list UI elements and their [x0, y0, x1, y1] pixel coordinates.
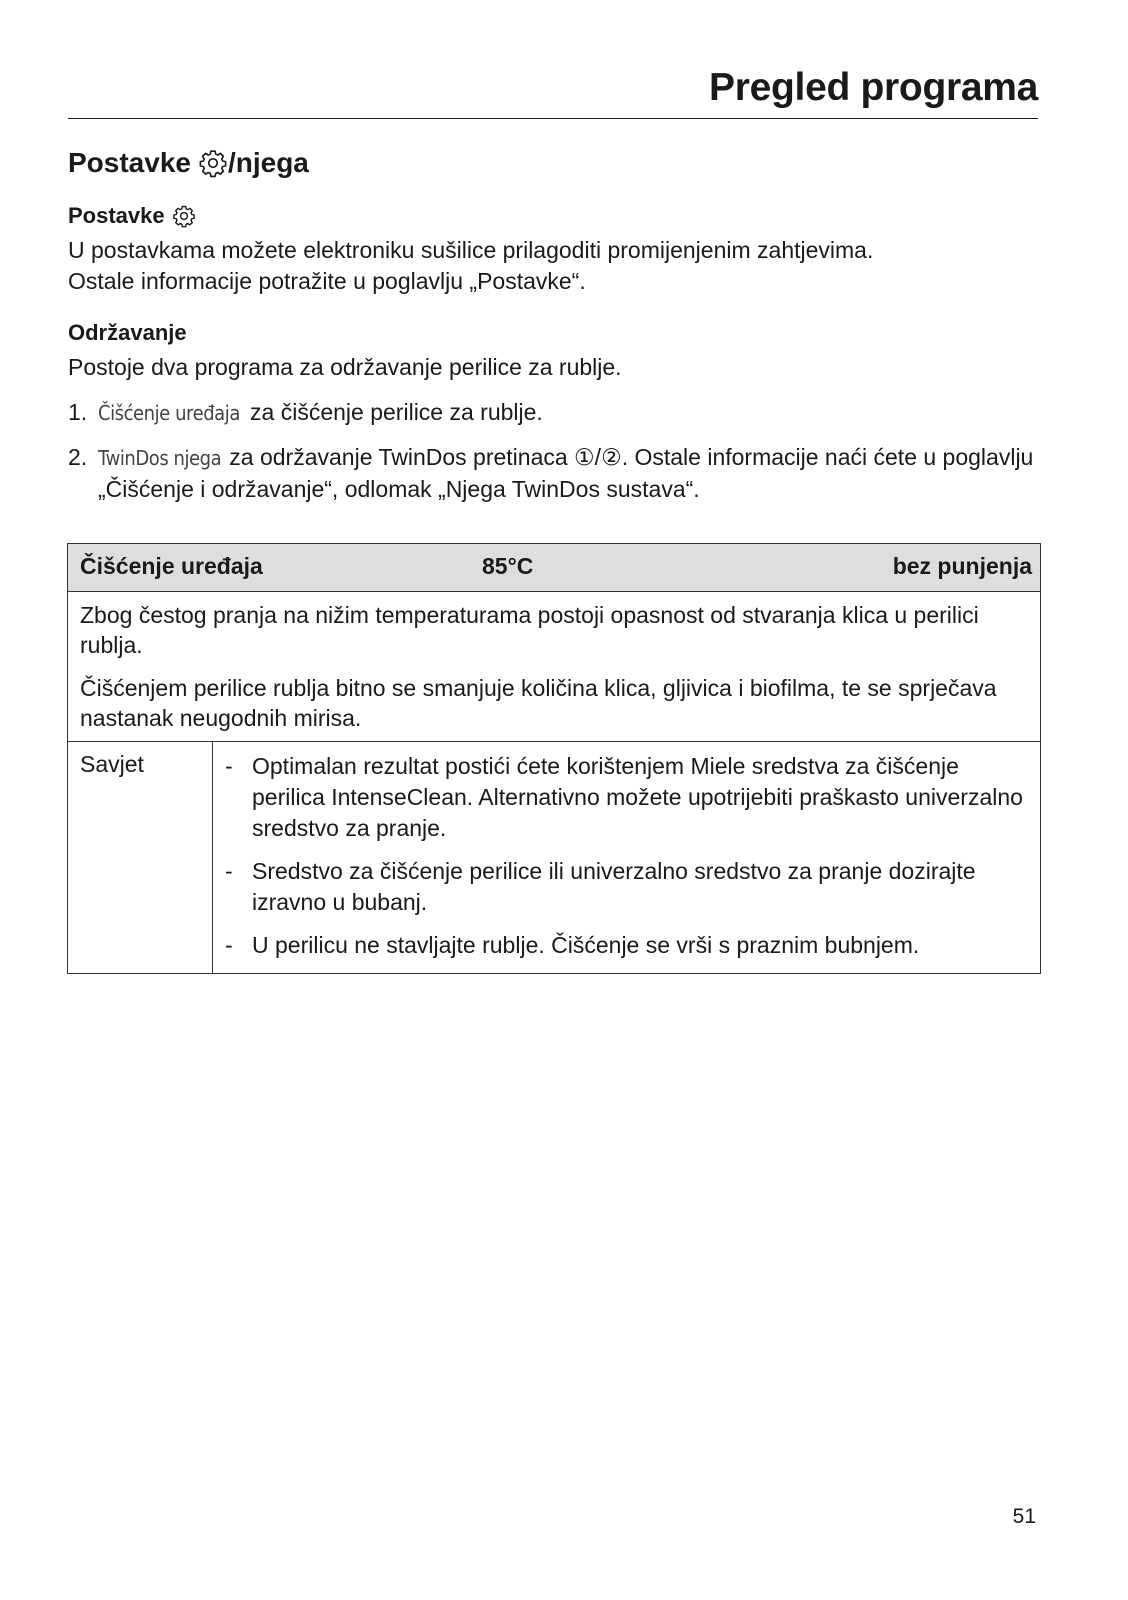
program-description — [68, 592, 1040, 742]
tip-text: Sredstvo za čišćenje perilice ili univerzalno sredstvo za pranje dozirajte izravno u bubanj. — [252, 858, 976, 915]
list-item — [68, 397, 1043, 429]
tip-item — [223, 856, 1030, 918]
section-title-prefix: Postavke — [68, 147, 191, 178]
tip-item — [223, 930, 1030, 961]
program-table-header — [68, 544, 1040, 592]
page-header-title: Pregled programa — [709, 66, 1038, 109]
settings-text-line1: U postavkama možete elektroniku sušilice prilagoditi promijenjenim zahtjevima. — [68, 237, 874, 263]
list-item-body — [98, 397, 1043, 429]
program-temperature: 85°C — [482, 553, 534, 579]
list-item-body — [98, 442, 1043, 505]
program-description-paragraph: Čišćenjem perilice rublja bitno se smanjuje količina klica, gljivica i biofilma, te se sprječava nastanak neugodnih mirisa. — [80, 675, 997, 731]
program-table — [67, 543, 1041, 974]
gear-icon — [198, 148, 228, 178]
list-item-text: za održavanje TwinDos pretinaca ①/②. Ostale informacije naći ćete u poglavlju „Čišćenje i održavanje“, odlomak „Njega TwinDos sustava“. — [98, 444, 1034, 502]
list-item-text: za čišćenje perilice za rublje. — [243, 399, 543, 425]
tip-dash: - — [225, 753, 233, 779]
section-title — [68, 140, 1043, 186]
tip-dash: - — [225, 932, 233, 958]
display-text: Čišćenje uređaja — [98, 401, 240, 425]
list-item-number: 1. — [68, 399, 88, 425]
section-title-suffix: /njega — [227, 147, 309, 178]
maintenance-list — [68, 397, 1043, 505]
page-number: 51 — [1012, 1505, 1036, 1528]
gear-icon — [172, 204, 196, 228]
maintenance-intro: Postoje dva programa za održavanje perilice za rublje. — [68, 354, 622, 380]
tip-text: U perilicu ne stavljajte rublje. Čišćenje se vrši s praznim bubnjem. — [252, 932, 920, 958]
tip-item — [223, 751, 1030, 844]
page-header — [68, 62, 1038, 119]
tip-dash: - — [225, 858, 233, 884]
tip-label: Savjet — [68, 742, 213, 973]
program-load: bez punjenja — [892, 553, 1032, 579]
main-content — [68, 140, 1043, 521]
tip-list — [213, 742, 1040, 973]
maintenance-heading: Održavanje — [68, 320, 187, 345]
settings-text-line2: Ostale informacije potražite u poglavlju „Postavke“. — [68, 268, 586, 294]
settings-heading-label: Postavke — [68, 203, 165, 228]
tip-row — [68, 742, 1040, 973]
program-name: Čišćenje uređaja — [80, 553, 263, 579]
tip-text: Optimalan rezultat postići ćete korištenjem Miele sredstva za čišćenje perilica IntenseClean. Alternativno možete upotrijebiti praškasto univerzalno sredstvo za pranje. — [252, 753, 1023, 841]
list-item — [68, 442, 1043, 505]
list-item-number: 2. — [68, 444, 88, 470]
display-text: TwinDos njega — [98, 446, 222, 470]
program-description-paragraph: Zbog čestog pranja na nižim temperaturama postoji opasnost od stvaranja klica u perilici rublja. — [80, 602, 979, 658]
settings-heading — [68, 202, 1043, 230]
